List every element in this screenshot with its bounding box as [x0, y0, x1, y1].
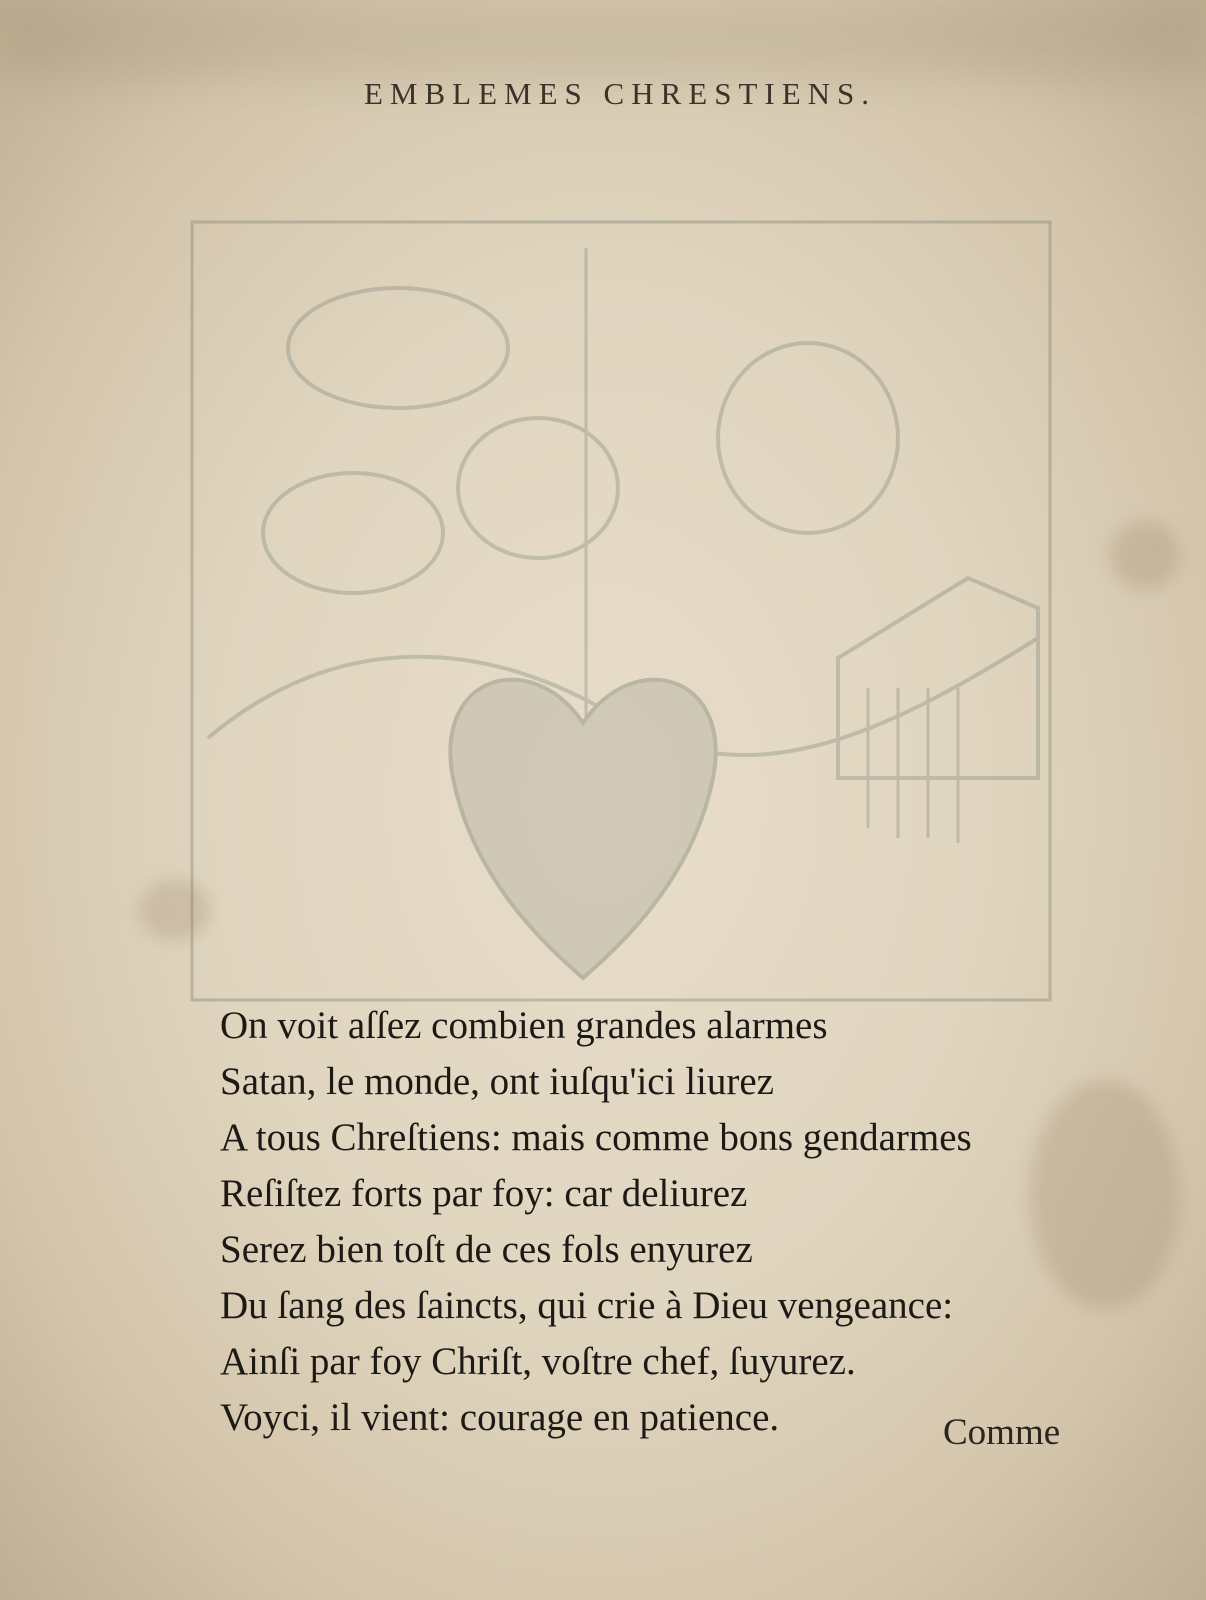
verse-line: On voit aſſez combien grandes alarmes: [220, 1004, 828, 1047]
verse-line: Ainſi par foy Chriſt, voſtre chef, ſuyurez.: [220, 1340, 856, 1383]
foxing-stain: [0, 0, 1206, 80]
verse-line: Voyci, il vient: courage en patience.: [220, 1396, 780, 1439]
heart-emblem-icon: [188, 218, 1054, 1004]
foxing-stain: [1110, 520, 1180, 590]
verse-line: Reſiſtez forts par foy: car deliurez: [220, 1172, 748, 1215]
catchword: Comme: [943, 1412, 1061, 1453]
verse: [220, 998, 1080, 1446]
running-head: EMBLEMES CHRESTIENS.: [363, 76, 877, 111]
verse-line: A tous Chreſtiens: mais comme bons gendarmes: [220, 1116, 972, 1159]
verse-line: Satan, le monde, ont iuſqu'ici liurez: [220, 1060, 774, 1103]
verse-line: Serez bien toſt de ces fols enyurez: [220, 1228, 753, 1271]
verse-line: Du ſang des ſaincts, qui crie à Dieu vengeance:: [220, 1284, 954, 1327]
